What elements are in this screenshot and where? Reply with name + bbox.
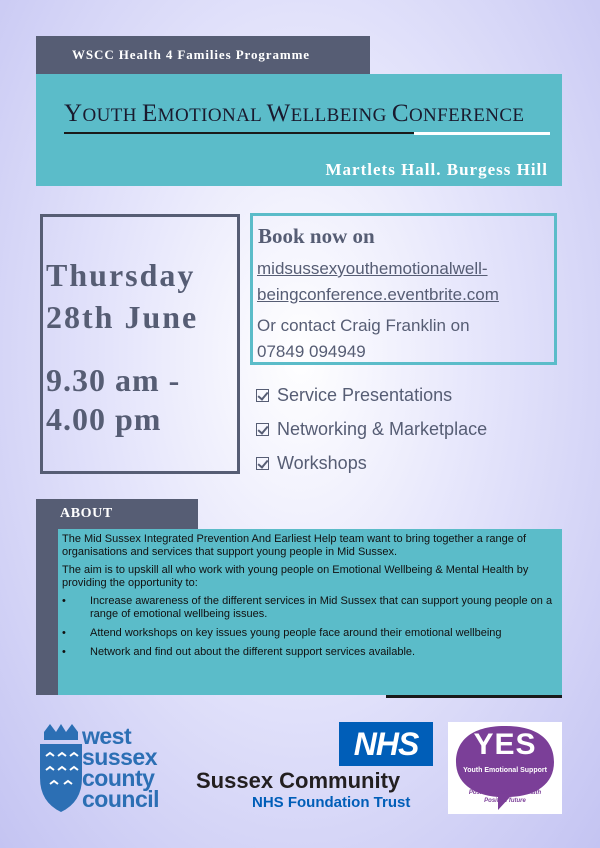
about-bottom-line xyxy=(386,695,562,698)
checkbox-icon xyxy=(256,423,269,436)
nhs-logo: NHS xyxy=(339,722,433,766)
feature-item: Service Presentations xyxy=(256,385,452,406)
contact-phone: 07849 094949 xyxy=(257,342,366,361)
event-time-end: 4.00 pm xyxy=(46,401,162,437)
yes-tagline: Positive future xyxy=(484,798,526,804)
yes-tagline: Positive emotional health xyxy=(468,790,542,796)
about-content xyxy=(62,533,556,665)
list-item: • Attend workshops on key issues young people face around their emotional wellbeing xyxy=(62,627,556,640)
feature-item: Workshops xyxy=(256,453,367,474)
title-underline-accent xyxy=(414,132,550,135)
booking-link-continued[interactable]: beingconference.eventbrite.com xyxy=(257,285,499,304)
booking-link[interactable]: midsussexyouthemotionalwell- xyxy=(257,259,488,278)
booking-heading: Book now on xyxy=(258,224,375,248)
yes-title: YES xyxy=(473,728,537,761)
about-paragraph: The Mid Sussex Integrated Prevention And Earliest Help team want to bring together a range of organisations and services that support young people in Mid Sussex. xyxy=(62,533,527,558)
title-underline xyxy=(64,132,414,134)
conference-title: YOUTH EMOTIONAL WELLBEING CONFERENCE xyxy=(64,100,525,127)
list-item: • Increase awareness of the different services in Mid Sussex that can support young people on a range of emotional wellbeing issues. xyxy=(62,595,556,621)
sussex-community-name: Sussex Community xyxy=(196,768,401,793)
about-list xyxy=(62,595,556,659)
yes-logo xyxy=(448,722,562,814)
checkbox-icon xyxy=(256,457,269,470)
yes-subtitle: Youth Emotional Support xyxy=(463,767,547,774)
nhs-trust-name: NHS Foundation Trust xyxy=(252,794,411,811)
programme-name: WSCC Health 4 Families Programme xyxy=(72,47,310,62)
feature-item: Networking & Marketplace xyxy=(256,419,487,440)
list-item: • Network and find out about the different support services available. xyxy=(62,646,556,659)
event-time-start: 9.30 am - xyxy=(46,362,181,398)
date-box xyxy=(40,214,240,474)
about-label: ABOUT xyxy=(60,506,113,521)
about-paragraph: The aim is to upskill all who work with young people on Emotional Wellbeing & Mental Health by providing the opportunity to: xyxy=(62,564,529,589)
checkbox-icon xyxy=(256,389,269,402)
about-side-bar xyxy=(36,529,58,695)
contact-line: Or contact Craig Franklin on xyxy=(257,316,470,335)
programme-banner xyxy=(36,36,370,74)
wscc-wordmark: west sussex county council xyxy=(82,723,160,812)
crest-icon xyxy=(38,722,84,814)
event-date: 28th June xyxy=(46,299,199,335)
event-day: Thursday xyxy=(46,257,196,293)
venue: Martlets Hall. Burgess Hill xyxy=(325,160,548,179)
about-tab xyxy=(36,499,198,529)
